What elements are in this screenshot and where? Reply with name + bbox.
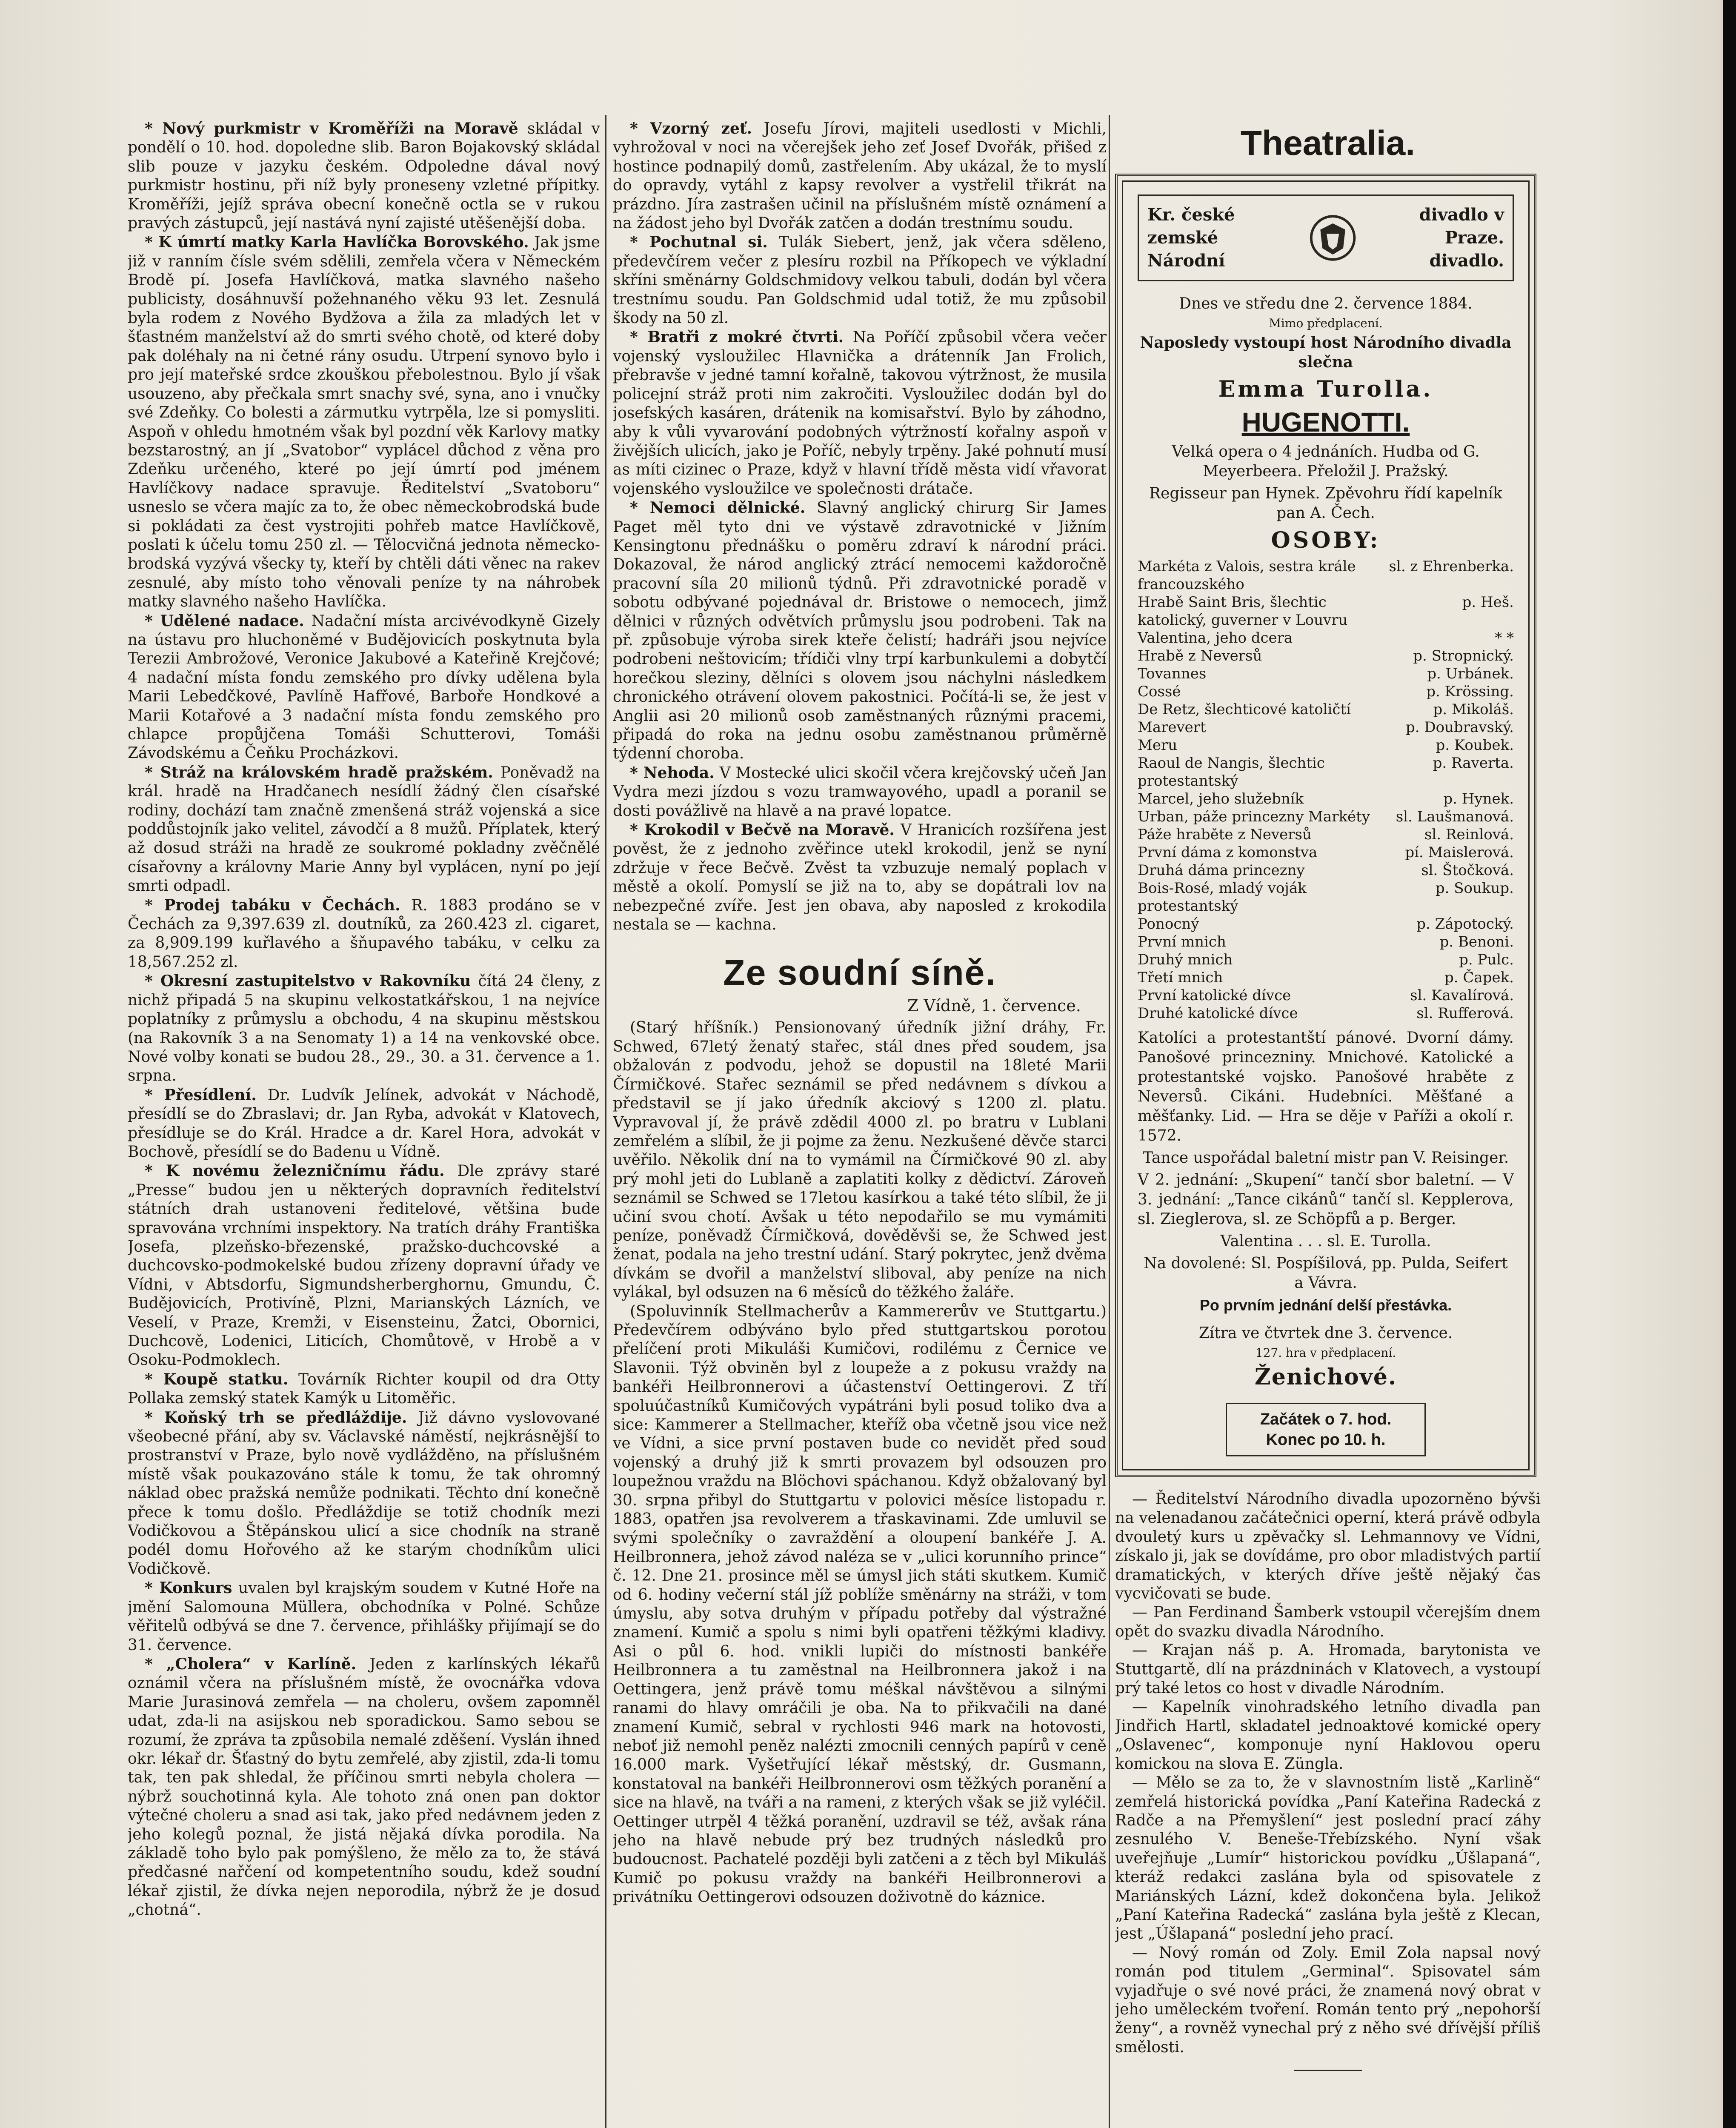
cast-actor: p. Koubek.	[1436, 737, 1514, 754]
news-item-title: * K úmrtí matky Karla Havlíčka Borovského.	[145, 233, 529, 252]
news-list-middle	[613, 119, 1107, 934]
cast-row	[1138, 879, 1514, 915]
playbill-header-right	[1358, 203, 1504, 272]
cast-actor: p. Soukup.	[1435, 880, 1514, 897]
cast-role: Marcel, jeho služebník	[1138, 790, 1304, 807]
cast-role: První mnich	[1138, 933, 1226, 950]
news-item-body: Již dávno vyslovované všeobecné přání, aby sv. Václavské náměstí, nejkrásnější to prostranství v Praze, bylo nově vydlážděno, na příslušném místě však poukazováno stále k tomu, že tak ohromný náklad obec pražská nemůže podnikati. Těchto dní konečně přece k tomu došlo. Předláždije se totiž chodník mezi Vodičkovou a Štěpánskou ulicí a sice chodník na straně podél domu Hořového až ke starým chodníkům ulici Vodičkově.	[128, 1409, 600, 1578]
court-reports	[613, 1018, 1107, 1907]
column-rule-2	[1109, 115, 1110, 2128]
cast-row	[1138, 808, 1514, 826]
court-section-title: Ze soudní síně.	[723, 952, 996, 993]
theatre-note: — Nový román od Zoly. Emil Zola napsal nový román pod titulem „Germinal“. Spisovatel sám vyjadřuje o své nové práci, že znamená nový obrat v jeho uměleckém tvoření. Román tento prý „nepohorší ženy“, a rovněž vynechal prý z něho své dřívější příliš smělosti.	[1115, 1944, 1541, 2056]
cast-role: Cossé	[1138, 683, 1181, 700]
news-item	[128, 763, 600, 896]
scan-edge	[1723, 0, 1736, 2128]
cast-row	[1138, 861, 1514, 879]
leave-note: Na dovolené: Sl. Pospíšilová, pp. Pulda, Seifert a Vávra.	[1144, 1255, 1508, 1292]
theatre-note: — Mělo se za to, že v slavnostním listě „Karlině“ zemřelá historická povídka „Paní Kateřina Radecká z Radče a na Přemyšlení“ jest poslední prací záhy zesnulého V. Beneše-Třebízského. Nyní však uveřejňuje „Lumír“ historickou povídku „Úšlapaná“, kteráž redakci zaslána byla od spisovatele z Mariánských Lázní, kdež dokončena byla. Jelikož „Paní Kateřina Radecká“ zaslána byla ještě z Klecan, jest „Úšlapaná“ poslední jeho prací.	[1115, 1774, 1541, 1943]
news-item	[128, 1161, 600, 1370]
opera-title: HUGENOTTI.	[1241, 407, 1410, 438]
cast-actor: p. Heš.	[1462, 594, 1514, 611]
ballet-note: Tance uspořádal baletní mistr pan V. Reisinger.	[1142, 1149, 1509, 1167]
news-item-body: R. 1883 prodáno se v Čechách za 9,397.639 zl. doutníků, za 260.423 zl. cigaret, za 8,909.199 kuřlavého a šňupavého tabáku, v celku za 18,567.252 zl.	[128, 896, 600, 971]
cast-role: Markéta z Valois, sestra krále francouzského	[1138, 558, 1356, 593]
cast-row	[1138, 826, 1514, 844]
cast-row	[1138, 844, 1514, 861]
cast-actor: sl. z Ehrenberka.	[1389, 558, 1514, 575]
cast-actor: sl. Reinlová.	[1424, 826, 1514, 843]
news-item-title: * Konkurs	[145, 1579, 232, 1597]
cast-row	[1138, 933, 1514, 951]
news-item-body: Dr. Ludvík Jelínek, advokát v Náchodě, přesídlí se do Zbraslavi; dr. Jan Ryba, advokát v Klatovech, přesídluje se do Král. Hradce a dr. Karel Hora, advokát v Bochově, přesídlí se do Badenu u Vídně.	[128, 1086, 600, 1161]
cast-row	[1138, 647, 1514, 665]
show-times	[1226, 1403, 1426, 1456]
news-list-left	[128, 119, 600, 1920]
performance-date: Dnes ve středu dne 2. července 1884.	[1179, 295, 1473, 312]
opera-director: Regisseur pan Hynek. Zpěvohru řídí kapelník pan A. Čech.	[1149, 485, 1502, 522]
cast-role: První katolické dívce	[1138, 987, 1291, 1004]
cast-row	[1138, 665, 1514, 683]
coat-of-arms-icon	[1308, 212, 1358, 263]
news-item-body: V Mostecké ulici skočil včera krejčovský učeň Jan Vydra mezi jízdou s vozu tramwayového, upadl a poranil se dosti povážlivě na hlavě a na pravé lopatce.	[613, 764, 1107, 820]
header-right-line2: divadlo.	[1429, 251, 1504, 271]
tomorrow-subscription: 127. hra v předplacení.	[1255, 1346, 1396, 1360]
theatre-note: — Krajan náš p. A. Hromada, barytonista ve Stuttgartě, dlí na prázdninách v Klatovech, a vystoupí prý také letos co host v divadle Národním.	[1115, 1642, 1541, 1697]
opera-description: Velká opera o 4 jednáních. Hudba od G. Meyerbeera. Přeložil J. Pražský.	[1172, 443, 1480, 480]
column-left	[128, 119, 600, 2128]
news-item-body: Slavný anglický chirurg Sir James Paget měl tyto dni ve výstavě zdravotnické v Jižním Kensingtonu přednášku o poměru zdraví k národní práci. Dokazoval, že národ anglický ztrácí nemocemi každoročně pracovní síla 20 milionů týdnů. Při zdravotnické poradě v sobotu odbývané pojednával dr. Bristowe o nemocech, jimž dělnici v různých odvětvích průmyslu jsou podrobeni. Tak na př. způsobuje výroba sirek kteře čelistí; hadráři jsou nejvíce podrobeni neštovicím; třídiči vlny trpí karbunkulemi a dobytčí horečkou sleziny, dělníci s olovem jsou náchylni následkem chronického otrávení olovem pakostnici. Počítá-li se, že jest v Anglii asi 20 milionů osob zaměstnaných různými pracemi, připadá do roka na jednu osobu zaměstnanou průměrně týdenní choroba.	[613, 499, 1107, 763]
cast-role: Raoul de Nangis, šlechtic protestantský	[1138, 755, 1325, 789]
theatre-heading: Theatralia.	[1240, 124, 1416, 163]
cast-actor: p. Urbánek.	[1427, 665, 1514, 682]
cast-role: Druhé katolické dívce	[1138, 1005, 1298, 1022]
theatre-notes	[1115, 1490, 1541, 2057]
cast-actor: p. Hynek.	[1443, 790, 1514, 807]
news-item-body: Jeden z karlínských lékařů oznámil včera na příslušném místě, že ovocnářka vdova Marie Jurasinová zemřela — na choleru, ovšem zapomněl udat, zda-li na asijskou neb sporadickou. Samo sebou se rozumí, že zpráva ta způsobila nemalé zděšení. Vyslán ihned okr. lékař dr. Šťastný do bytu zemřelé, aby zjistil, zda-li tomu tak, ten pak shledal, že příčinou smrti nebyla cholera — nýbrž souchotinná kyla. Ale tohoto zná onen pan doktor výtečné choleru a snad asi tak, jako před nedávnem jeden z jeho kolegů poznal, že jistá nějaká dívka porodila. Na základě toho bylo pak pomýšleno, že mělo za to, že stává předčasné nařčení od kompetentního soudu, kdež soudní lékař zjistil, že dívka nejen neporodila, nýbrž že je dosud „chotná“.	[128, 1655, 600, 1919]
news-item-title: * Přesídlení.	[145, 1086, 257, 1104]
cast-row	[1138, 701, 1514, 718]
cast-role: Hrabě Saint Bris, šlechtic katolický, guverner v Louvru	[1138, 594, 1348, 629]
cast-role: Třetí mnich	[1138, 969, 1223, 986]
theatre-note: — Pan Ferdinand Šamberk vstoupil včerejším dnem opět do svazku divadla Národního.	[1115, 1604, 1541, 1640]
news-item-title: * „Cholera“ v Karlíně.	[145, 1655, 357, 1673]
news-item-body: skládal v pondělí o 10. hod. dopoledne slib. Baron Bojakovský skládal slib pouze v jazyku českém. Odpoledne dával nový purkmistr hostinu, při níž byly proneseny vzletné přípitky. Kroměříži, jejíž správa obecní konečně octla se v rukou pravých zástupců, její nastává nyní zajisté utěšenější doba.	[128, 120, 600, 232]
news-item	[613, 119, 1107, 233]
news-item-title: * Koňský trh se předláždije.	[145, 1408, 407, 1427]
news-item	[613, 498, 1107, 764]
playbill-header-left	[1147, 203, 1308, 272]
news-item	[128, 1579, 600, 1655]
news-item-body: V Hranicích rozšířena jest pověst, že z jednoho zvěřince utekl krokodil, jenž se nyní zdržuje v řece Bečvě. Zvěst ta vzbuzuje nemalý poplach v městě a okolí. Pomyslí se již na to, aby se dopátrali lov na nebezpečné zvíře. Jest jen obava, aby naposled z krokodila nestala se — kachna.	[613, 821, 1107, 934]
cast-role: Tovannes	[1138, 665, 1207, 682]
guest-name: Emma Turolla.	[1218, 376, 1433, 402]
start-time: Začátek o 7. hod.	[1260, 1410, 1392, 1428]
news-item-body: uvalen byl krajským soudem v Kutné Hoře na jmění Salomouna Müllera, obchodníka v Polné. Schůze věřitelů odbývá se dne 7. července, přihlášky přijímají se do 31. července.	[128, 1579, 600, 1654]
news-item	[128, 233, 600, 611]
cast-row	[1138, 1004, 1514, 1022]
tomorrow-title: Ženichové.	[1254, 1364, 1397, 1390]
news-item-body: Nadační místa arcivévodkyně Gizely na ústavu pro hluchoněmé v Budějovicích poskytnuta byla Terezii Ambrožové, Veronice Jakubové a Kateřině Krejčové; 4 nadační místa fondu zemského pro dívky udělena byla Marii Lebedčkové, Pavlíně Hafřové, Barboře Hondkové a Marii Kotařové a 3 nadační místa fondu zemského pro chlapce propůjčena Tomáši Schutterovi, Tomáši Závodskému a Čeňku Procházkovi.	[128, 612, 600, 762]
dances-note: V 2. jednání: „Skupení“ tančí sbor baletní. — V 3. jednání: „Tance cikánů“ tančí sl. Kepplerova, sl. Zieglerova, sl. ze Schöpfů a p. Berger.	[1138, 1171, 1514, 1228]
cast-role: Marevert	[1138, 719, 1206, 736]
header-left-line1: Kr. české zemské	[1147, 205, 1235, 248]
theatre-note: — Ředitelství Národního divadla upozorněno bývši na velenadanou začátečnici operní, která právě odbyla dvouletý kurs u zpěvačky sl. Lehmannovy ve Vídni, získalo ji, jak se dovídáme, pro obor mladistvých partií dramatických, v kterých dříve ještě nějaký čas vycvičovati se bude.	[1115, 1490, 1541, 1603]
cast-role: První dáma z komonstva	[1138, 844, 1318, 861]
cast-row	[1138, 629, 1514, 647]
cast-row	[1138, 683, 1514, 701]
cast-actor: sl. Laušmanová.	[1396, 808, 1514, 825]
court-paragraph: (Starý hříšník.) Pensionovaný úředník jižní dráhy, Fr. Schwed, 67letý ženatý stařec, stál dnes před soudem, jsa obžalován z podvodu, jehož se dopustil na 18leté Marii Čírmičkové. Stařec seznámil se před nedávnem s dívkou a představil se jí jako úředník akciový s 1200 zl. platu. Vypravoval jí, že právě zdědil 4000 zl. po bratru v Lublani zemřelém a slíbil, že ji pojme za ženu. Nezkušené děvče starci uvěřilo. Několik dní na to vymámil na Čírmičkové 90 zl. aby prý mohl jeti do Lublaně a zaplatiti kolky z dědictví. Zároveň seznámil se Schwed se 17letou kasírkou a také této slíbil, že ji učiní svou chotí. Avšak u této nepodařilo se mu vymámiti peníze, poněvadž Čírmičková, dověděvši se, že Schwed jest ženat, podala na jeho trestní udání. Starý pokrytec, jenž dvěma dívkám se dvořil a manželství sliboval, aby peníze na nich vylákal, byl odsuzen na 6 měsíců do těžkého žaláře.	[613, 1019, 1107, 1301]
cast-role: Ponocný	[1138, 915, 1199, 932]
court-paragraph: (Spoluvinník Stellmacherův a Kammererův ve Stuttgartu.) Předevčírem odbýváno bylo před stuttgartskou porotou přelíčení proti Mikuláši Kumičovi, rodilému z Černice ve Slavonii. Týž obviněn byl z loupeže a z pokusu vraždy na bankéři Heilbronnerovi a účastenství Oettingerovi. Z tří spoluúčastníků Kumičových vypátráni byli posud toliko dva a sice: Kammerer a Stellmacher, kteříž oba včetně jsou vice než ve Vídni, a sice první postaven bude co nevidět před soud vojenský a druhý již k smrti provazem byl odsouzen pro loupežnou vraždu na Blöchovi spáchanou. Když obžalovaný byl 30. srpna přibyl do Stuttgartu v polovici měsíce listopadu r. 1883, opatřen jsa revolverem a třaskavinami. Zde umluvil se svými společníky o zavraždění a oloupení bankéře J. A. Heilbronnera, jehož závod naléza se v „ulici korunního prince“ č. 12. Dne 21. prosince měl se úmysl jich státi skutkem. Kumič od 6. hodiny večerní stál jíž poblíže směnárny na stráži, v tom úmyslu, aby sotva druhým v případu potřeby dal výstražné znamení. Kumič a spolu s nimi byli opatřeni těžkými kladivy. Asi o půl 6. hod. vnikli lupiči do místnosti bankéře Heilbronnera a tu zaměstnal na Heilbronnera jakož i na Oettingera, jenž právě tomu méškal návštěvou a silnými ranami do hlavy omráčili je oba. Na to přikvačili na dané znamení Kumič, sebral v rychlosti 946 mark na hotovosti, neboť již nemohl peněz nalézti zmocnili cenných papírů v ceně 16.000 mark. Vyšetřující lékař městský, dr. Gusmann, konstatoval na bankéři Heilbronnerovi osm těžkých poranění a sice na hlavě, na tváři a na rameni, z kterých však se již vyléčil. Oettinger utrpěl 4 těžká poranění, uzdravil se též, avšak rána jeho na hlavě nebude prý bez trudných následků pro budoucnost. Pachatelé později byli zatčeni a z těch byl Mikuláš Kumič po pokusu vraždy na bankéři Heilbronnerovi a privátníku Oettingerovi odsouzen doživotně do káznice.	[613, 1302, 1107, 1906]
cast-row	[1138, 736, 1514, 754]
cast-row	[1138, 969, 1514, 987]
playbill-header	[1138, 194, 1514, 281]
news-item	[128, 972, 600, 1085]
cast-actor: p. Pulc.	[1459, 951, 1514, 968]
theatre-note: — Kapelník vinohradského letního divadla pan Jindřich Hartl, skladatel jednoaktové komické opery „Oslavenec“, komponuje nyní Haklovou operu komickou na slova E. Züngla.	[1115, 1698, 1541, 1773]
cast-role: Hrabě z Neversů	[1138, 647, 1262, 664]
news-item-title: * Prodej tabáku v Čechách.	[145, 896, 400, 914]
guest-line: Naposledy vystoupí host Národního divadla slečna	[1140, 334, 1512, 371]
news-item	[128, 1086, 600, 1162]
cast-role: Valentina, jeho dcera	[1138, 629, 1293, 646]
news-item-title: * Udělené nadace.	[145, 612, 304, 630]
news-item-title: * Nemoci dělnické.	[630, 499, 806, 517]
cast-row	[1138, 558, 1514, 593]
news-item	[128, 896, 600, 972]
cast-role: Bois-Rosé, mladý voják protestantský	[1138, 880, 1307, 915]
news-item-title: * Koupě statku.	[145, 1370, 289, 1388]
cast-actor: p. Raverta.	[1433, 755, 1514, 772]
news-item-body: Josefu Jírovi, majiteli usedlosti v Michli, vyhrožoval v noci na včerejšek jeho zeť Josef Dvořák, přišed z hostince podnapilý domů, zastřelením. Aby ukázal, že to myslí do opravdy, vytáhl z kapsy revolver a vystřelil třikrát na prázdno. Jíra zastrašen učinil na příslušném místě oznámení a na žádost jeho byl Dvořák zatčen a dodán trestnímu soudu.	[613, 120, 1107, 232]
news-item-body: čítá 24 členy, z nichž připadá 5 na skupinu velkostatkářskou, 1 na nejvíce poplatníky z průmyslu a obchodu, 4 na skupinu městskou (na Rakovník 3 a na Senomaty 1) a 14 na venkovské obce. Nové volby konati se budou 28., 29., 30. a 31. července a 1. srpna.	[128, 972, 600, 1085]
cast-actor: p. Benoni.	[1439, 933, 1514, 950]
cast-role: Urban, páže princezny Markéty	[1138, 808, 1370, 825]
playbill-inner	[1122, 180, 1530, 1470]
news-item	[128, 119, 600, 233]
playbill	[1115, 174, 1536, 1477]
news-item-title: * Stráž na královském hradě pražském.	[145, 763, 493, 781]
cast-row	[1138, 915, 1514, 933]
cast-actor: sl. Štočková.	[1421, 862, 1514, 879]
court-dateline: Z Vídně, 1. července.	[907, 996, 1081, 1015]
cast-actor: p. Mikoláš.	[1433, 701, 1514, 718]
cast-row	[1138, 790, 1514, 808]
news-item-body: Poněvadž na král. hradě na Hradčanech nesídlí žádný člen císařské rodiny, dochází tam značně zmenšená stráž vojenská a sice poddůstojník jako velitel, závodčí a 8 mužů. Příplatek, který až dosud stráži na hradě ze soukromé pokladny zvěčnělé císařovny a královny Marie Anny byl vyplácen, nyní po její smrti odpadl.	[128, 764, 600, 895]
chorus-list: Katolíci a protestantští pánové. Dvorní dámy. Panošové princezniny. Mnichové. Katolické a protestantské vojsko. Panošové hraběte z Neversů. Cikáni. Hudebníci. Měšťané a měšťanky. Lid. — Hra se děje v Paříži a okolí r. 1572.	[1138, 1029, 1514, 1144]
news-item-body: Továrník Richter koupil od dra Otty Pollaka zemský statek Kamýk u Litoměřic.	[128, 1370, 600, 1407]
cast-actor: * *	[1495, 629, 1514, 646]
news-item-title: * Krokodil v Bečvě na Moravě.	[630, 821, 895, 839]
news-item-title: * Vzorný zeť.	[630, 120, 752, 137]
cast-heading: OSOBY:	[1271, 527, 1381, 553]
valentina-note: Valentina . . . sl. E. Turolla.	[1220, 1233, 1431, 1250]
cast-actor: sl. Rufferová.	[1416, 1005, 1514, 1022]
cast-row	[1138, 754, 1514, 790]
news-item-title: * K novému železničnímu řádu.	[145, 1162, 445, 1180]
cast-row	[1138, 987, 1514, 1004]
news-item	[613, 821, 1107, 934]
news-item-title: * Pochutnal si.	[630, 233, 768, 252]
news-item	[128, 1655, 600, 1920]
news-item-title: * Nový purkmistr v Kroměříži na Moravě	[145, 120, 518, 137]
news-item-body: Tulák Siebert, jenž, jak včera sděleno, předevčírem večer z plesíru rozbil na Příkopech ve výkladní skříni směnárny Goldschmidovy velkou tabuli, dodán byl včera trestnímu soudu. Pan Goldschmid udal totiž, že mu způsobil škody na 50 zl.	[613, 234, 1107, 327]
cast-row	[1138, 951, 1514, 969]
column-right	[1115, 119, 1541, 2128]
cast-row	[1138, 718, 1514, 736]
news-item	[613, 233, 1107, 328]
cast-actor: pí. Maislerová.	[1405, 844, 1514, 861]
news-item	[128, 1370, 600, 1408]
cast-role: Páže hraběte z Neversů	[1138, 826, 1312, 843]
header-left-line2: Národní	[1147, 251, 1225, 271]
column-middle	[613, 119, 1107, 2128]
subscription-note: Mimo předplacení.	[1269, 316, 1383, 330]
news-item	[128, 1408, 600, 1579]
tomorrow-note: Zítra ve čtvrtek dne 3. července.	[1198, 1324, 1453, 1342]
cast-row	[1138, 593, 1514, 629]
news-item-title: * Bratři z mokré čtvrti.	[630, 328, 844, 346]
intermission-note: Po prvním jednání delší přestávka.	[1199, 1296, 1452, 1314]
cast-role: De Retz, šlechticové katoličtí	[1138, 701, 1351, 718]
cast-role: Druhá dáma princezny	[1138, 862, 1305, 879]
news-item-body: Dle zprávy staré „Presse“ budou jen u některých dopravních ředitelství státních drah ustanoveni ředitelové, většina bude spravována vrchními inspektory. Na tratích dráhy Františka Josefa, plzeňsko-březenské, pražsko-duchcovské a duchcovsko-podmokelské budou zřízeny dopravní úřady ve Vídni, v Abtsdorfu, Sigmundsherberghornu, Gmundu, Č. Budějovicích, Protivíně, Plzni, Marianských Lázních, ve Veselí, v Praze, Kremži, v Eisensteinu, Žatci, Obornici, Duchcově, Lodenici, Liticích, Chomůtově, v Hrobě a v Osoku-Podmoklech.	[128, 1162, 600, 1369]
end-divider	[1294, 2070, 1362, 2071]
header-right-line1: divadlo v Praze.	[1419, 205, 1504, 248]
news-item	[128, 612, 600, 763]
cast-actor: p. Stropnický.	[1413, 647, 1514, 664]
news-item-body: Na Poříčí způsobil včera večer vojenský vysloužilec Hlavnička a drátenník Jan Frolich, přebravše v jedné tamní kořalně, takovou výtržnost, že musila policejní stráž proti nim zakročiti. Vysloužilec dodán byl do josefských kasáren, drátenik na komisařství. Bylo by záhodno, aby k vůli vyvarování podobných výtržností kořalny aspoň v živějších ulicích, jako je Poříč, nebyly trpěny. Jaké pohnutí musí as míti cizinec o Praze, když v hlavní třídě města vidí vřavorat vojenského vysloužilce ve společnosti drátače.	[613, 329, 1107, 498]
cast-role: Meru	[1138, 737, 1178, 754]
news-item	[613, 764, 1107, 821]
cast-actor: p. Čapek.	[1444, 969, 1514, 986]
cast-actor: p. Krössing.	[1426, 683, 1514, 700]
cast-table	[1138, 558, 1514, 1022]
news-item-title: * Okresní zastupitelstvo v Rakovníku	[145, 972, 471, 990]
cast-role: Druhý mnich	[1138, 951, 1233, 968]
cast-actor: p. Doubravský.	[1405, 719, 1514, 736]
cast-actor: p. Zápotocký.	[1416, 915, 1514, 932]
news-item	[613, 328, 1107, 498]
end-time: Konec po 10. h.	[1266, 1431, 1386, 1449]
column-rule-1	[605, 115, 606, 2128]
cast-actor: sl. Kavalírová.	[1410, 987, 1514, 1004]
news-item-title: * Nehoda.	[630, 764, 715, 782]
news-item-body: Jak jsme již v ranním čísle svém sdělili, zemřela včera v Německém Brodě pí. Josefa Havlíčková, matka slavného našeho publicisty, dosáhnuvší požehnaného věku 93 let. Zesnulá byla rodem z Nového Bydžova a žila za mladých let v šťastném manželství až do smrti svého chotě, od které doby pak doléhaly na ni četné rány osudu. Utrpení synovo bylo i pro její mateřské srdce zkouškou přebolestnou. Bylo jí však usouzeno, aby přečkala smrt snachy své, syna, ano i vnučky své Zdeňky. Co bolesti a zármutku vytrpěla, lze si pomysliti. Aspoň v ohledu hmotném však byl pozdní věk Karlovy matky bezstarostný, an jí „Svatobor“ vyplácel důchod z věna pro Zdeňku určeného, které po její úmrtí pod jménem Havlíčkovy nadace spravuje. Ředitelství „Svatoboru“ usneslo se včera majíc za to, že obec německobrodská bude si pokládati za čest vystrojiti pohřeb matce Havlíčkově, poslati k účelu tomu 250 zl. — Tělocvičná jednota německo-brodská vyzývá všecky ty, kteří by chtěli dáti věnec na rakev zesnulé, aby místo toho věnovali peníze ty na náhrobek matky slavného našeho Havlíčka.	[128, 234, 600, 611]
